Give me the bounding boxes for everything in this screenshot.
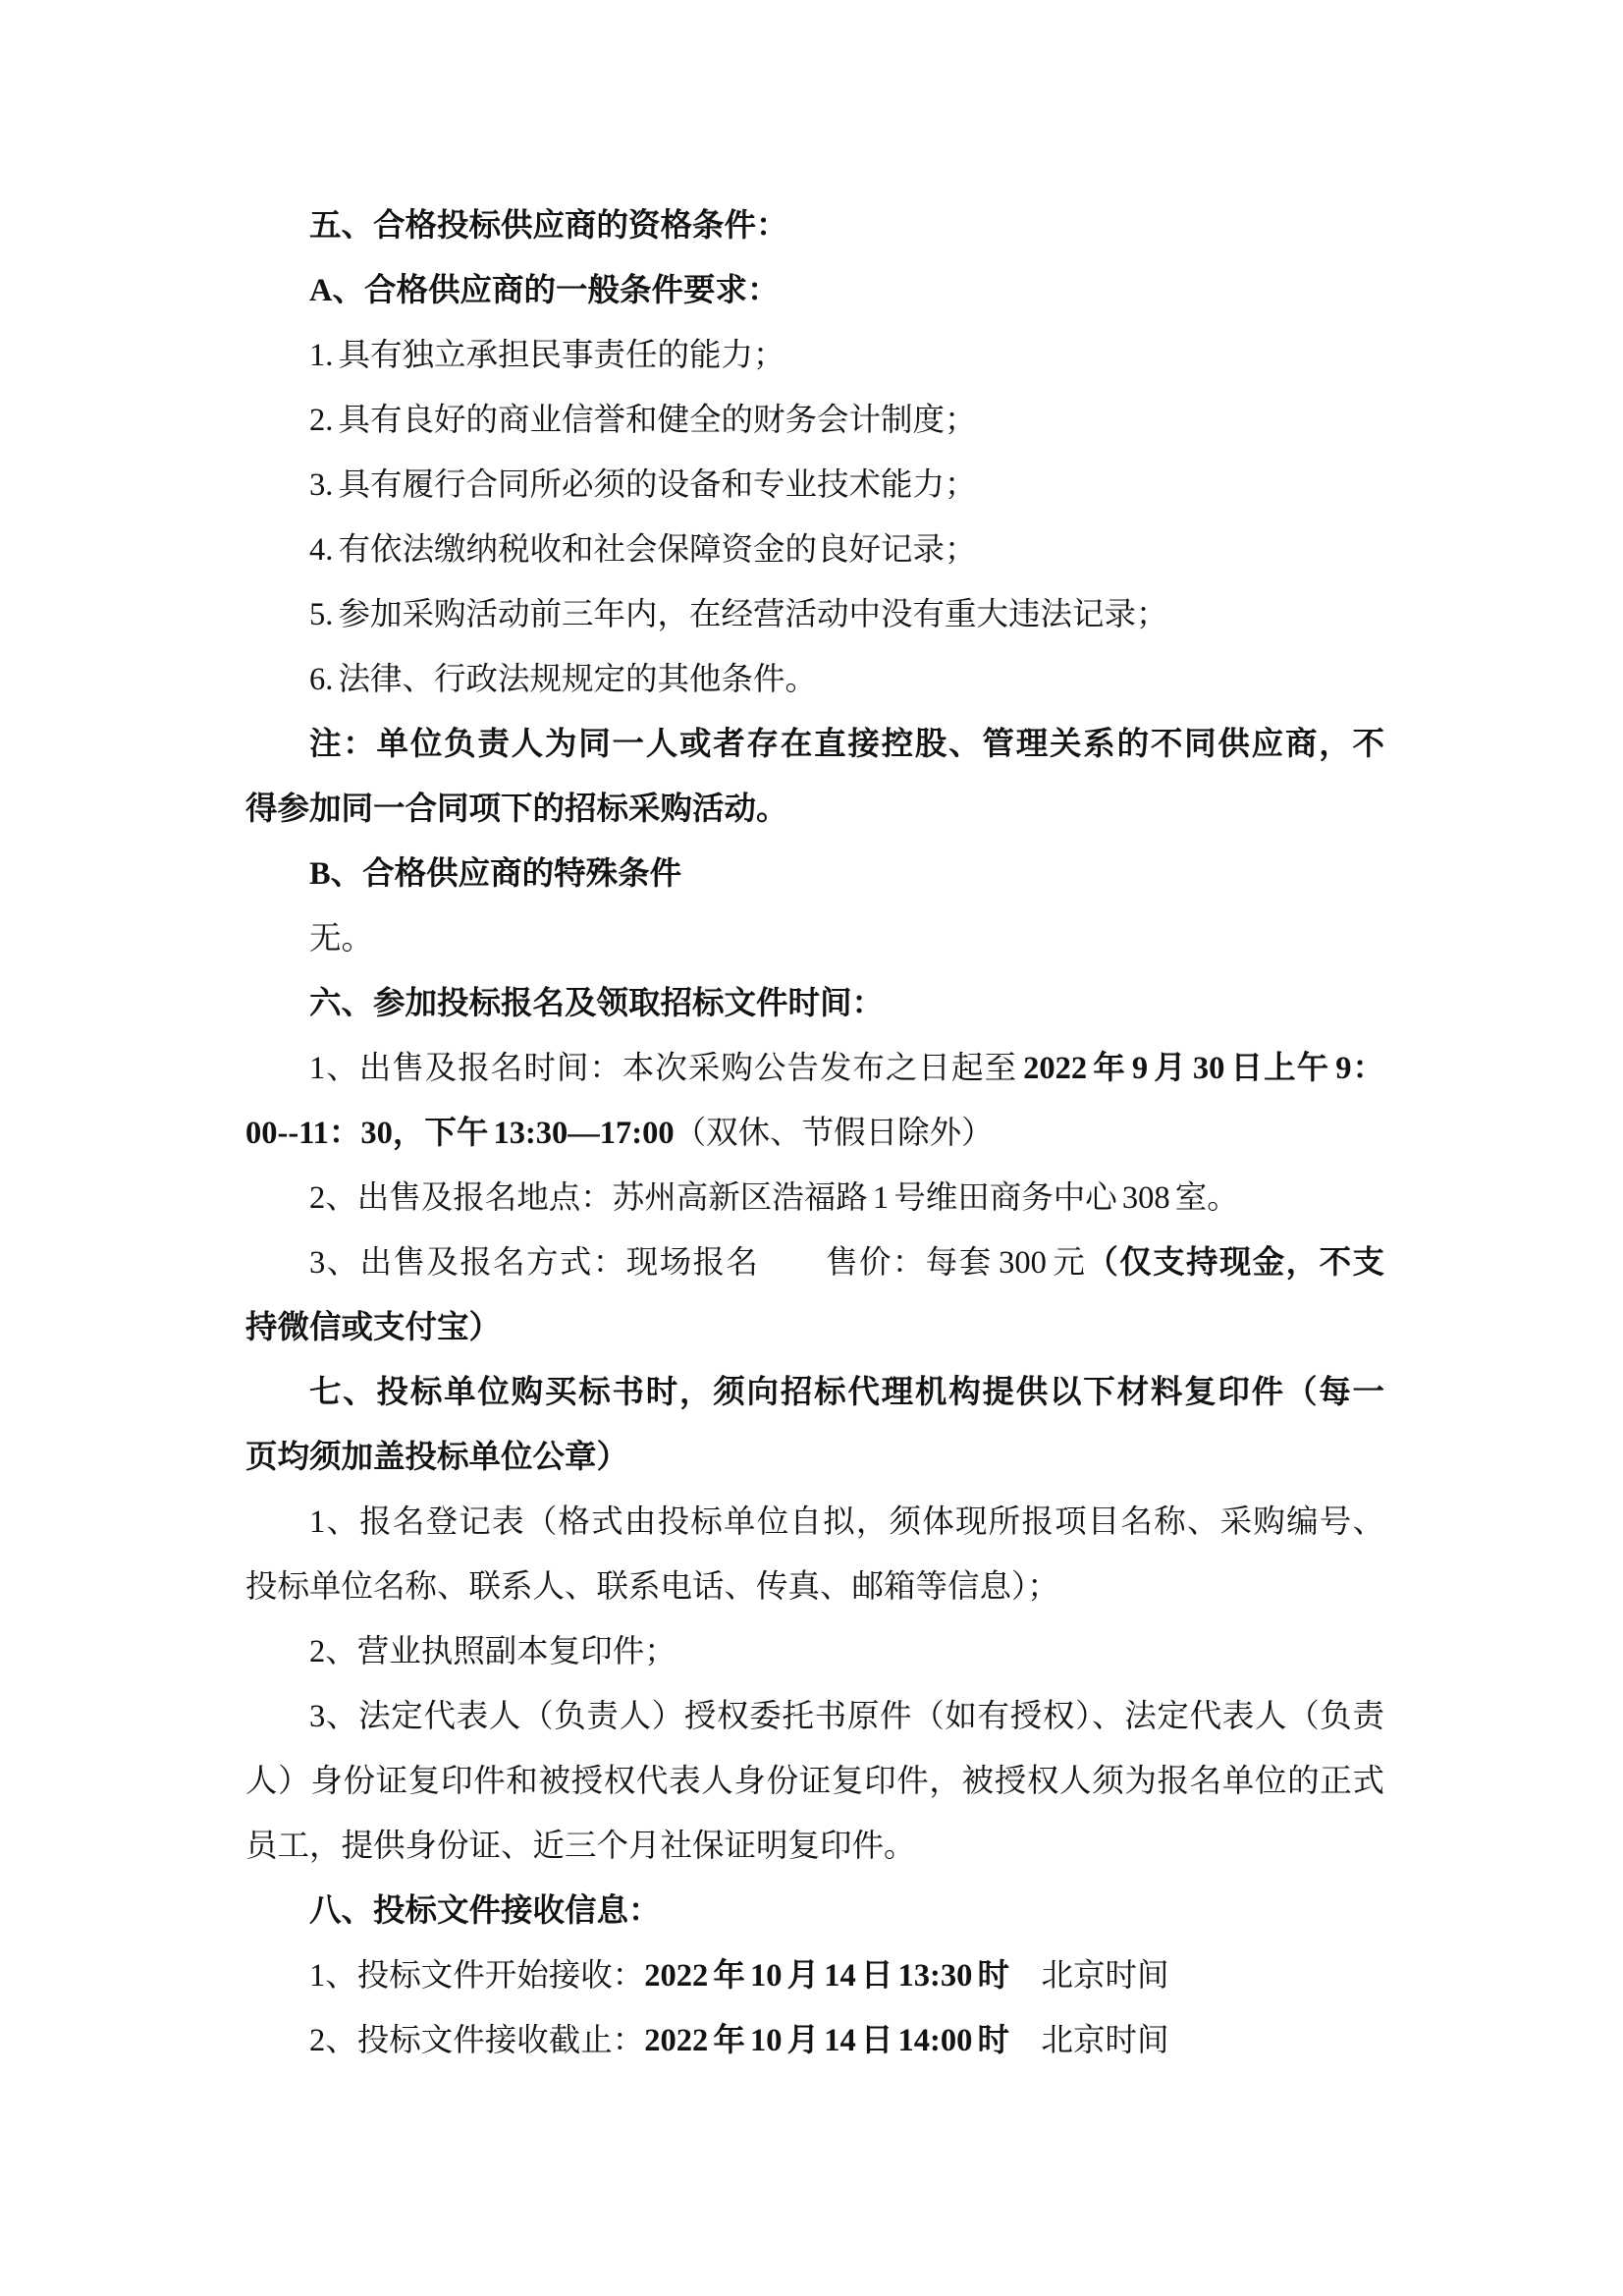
document-line [245, 323, 1384, 388]
document-page [245, 193, 1384, 2073]
text-run: 2、营业执照副本复印件； [309, 1634, 676, 1669]
text-run: 五、合格投标供应商的资格条件： [309, 208, 788, 244]
text-run: 2022 年 10 月 14 日 14:00 时 [644, 2023, 1009, 2058]
text-run: 得参加同一合同项下的招标采购活动。 [245, 792, 788, 827]
document-line [245, 1360, 1384, 1425]
document-line [245, 842, 1384, 906]
document-line [245, 1814, 1384, 1879]
text-run: 页均须加盖投标单位公章） [245, 1440, 629, 1475]
text-run: 3、出售及报名方式：现场报名 售价：每套 300 元 [309, 1245, 1087, 1281]
document-line [245, 1749, 1384, 1814]
document-line [245, 582, 1384, 647]
text-run: 持微信或支付宝） [245, 1310, 502, 1345]
text-run: 5. 参加采购活动前三年内，在经营活动中没有重大违法记录； [309, 597, 1168, 632]
text-run: 八、投标文件接收信息： [309, 1893, 661, 1929]
document-line [245, 1879, 1384, 1943]
document-line [245, 712, 1384, 777]
text-run: 无。 [309, 921, 374, 957]
document-line [245, 193, 1384, 258]
text-run: 1、出售及报名时间：本次采购公告发布之日起至 [309, 1051, 1024, 1086]
text-run: 1. 具有独立承担民事责任的能力； [309, 338, 785, 373]
text-run: A、合格供应商的一般条件要求： [309, 273, 780, 308]
document-line [245, 1943, 1384, 2008]
text-run: （双休、节假日除外） [674, 1116, 994, 1151]
text-run: 3. 具有履行合同所必须的设备和专业技术能力； [309, 467, 977, 503]
text-run: 00--11：30，下午 13:30—17:00 [245, 1116, 675, 1151]
text-run: 3、法定代表人（负责人）授权委托书原件（如有授权）、法定代表人（负责 [309, 1699, 1384, 1734]
text-run: 2、出售及报名地点：苏州高新区浩福路 1 号维田商务中心 308 室。 [309, 1180, 1239, 1216]
text-run: 员工，提供身份证、近三个月社保证明复印件。 [245, 1829, 916, 1864]
text-run: 4. 有依法缴纳税收和社会保障资金的良好记录； [309, 532, 977, 568]
document-line [245, 777, 1384, 842]
document-line [245, 1036, 1384, 1101]
text-run: 七、投标单位购买标书时，须向招标代理机构提供以下材料复印件（每一 [309, 1375, 1384, 1410]
document-line [245, 2008, 1384, 2073]
document-line [245, 1166, 1384, 1230]
text-run: 1、投标文件开始接收： [309, 1958, 645, 1994]
text-run: （仅支持现金，不支 [1086, 1245, 1384, 1281]
document-line [245, 1490, 1384, 1555]
document-line [245, 1230, 1384, 1295]
document-line [245, 906, 1384, 971]
document-line [245, 1295, 1384, 1360]
text-run: 2、投标文件接收截止： [309, 2023, 645, 2058]
document-line [245, 1555, 1384, 1619]
text-run: 北京时间 [1008, 2023, 1169, 2058]
document-line [245, 1684, 1384, 1749]
document-line [245, 1425, 1384, 1490]
document-line [245, 453, 1384, 518]
text-run: 六、参加投标报名及领取招标文件时间： [309, 986, 885, 1021]
document-body [245, 193, 1384, 2073]
document-line [245, 1101, 1384, 1166]
text-run: 人）身份证复印件和被授权代表人身份证复印件，被授权人须为报名单位的正式 [245, 1764, 1384, 1799]
document-line [245, 518, 1384, 582]
text-run: 6. 法律、行政法规规定的其他条件。 [309, 662, 818, 697]
document-line [245, 258, 1384, 323]
text-run: 北京时间 [1008, 1958, 1169, 1994]
text-run: 2022 年 9 月 30 日上午 9： [1023, 1051, 1384, 1086]
text-run: 2. 具有良好的商业信誉和健全的财务会计制度； [309, 403, 977, 438]
text-run: 1、报名登记表（格式由投标单位自拟，须体现所报项目名称、采购编号、 [309, 1504, 1384, 1540]
document-line [245, 1619, 1384, 1684]
document-line [245, 971, 1384, 1036]
text-run: 2022 年 10 月 14 日 13:30 时 [644, 1958, 1009, 1994]
document-line [245, 647, 1384, 712]
text-run: 投标单位名称、联系人、联系电话、传真、邮箱等信息）； [245, 1569, 1059, 1605]
text-run: B、合格供应商的特殊条件 [309, 856, 682, 892]
document-line [245, 388, 1384, 453]
text-run: 注：单位负责人为同一人或者存在直接控股、管理关系的不同供应商，不 [309, 727, 1384, 762]
